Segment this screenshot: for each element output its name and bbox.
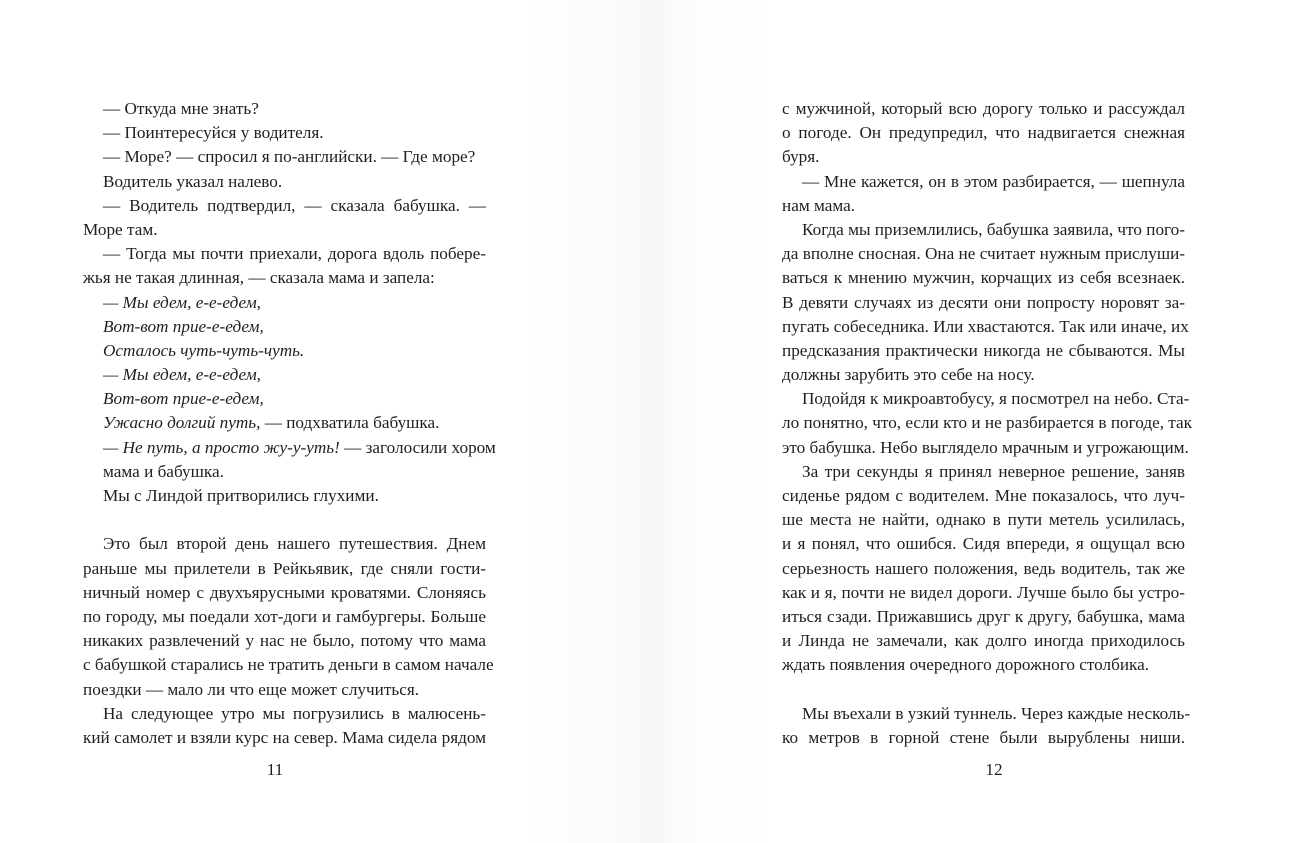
text-line: ло понятно, что, если кто и не разбирается в погоде, так — [782, 413, 1192, 433]
text-line: — Поинтересуйся у водителя. — [103, 123, 324, 143]
text-line: должны зарубить это себе на носу. — [782, 365, 1035, 385]
section-break — [782, 678, 1185, 702]
left-page-text — [83, 97, 496, 750]
text-line: В девяти случаях из десяти они попросту норовят за- — [782, 292, 1185, 312]
song-line: — Мы едем, е-е-едем, — [103, 365, 261, 385]
text-line: Водитель указал налево. — [103, 171, 283, 191]
song-fragment: Ужасно долгий путь, — [103, 413, 261, 433]
text-line: предсказания практически никогда не сбываются. Мы — [782, 340, 1185, 360]
text-line: жья не такая длинная, — сказала мама и запела: — [83, 268, 435, 288]
text-fragment: — заголосили хором — [339, 437, 496, 457]
text-line: За три секунды я принял неверное решение, заняв — [802, 461, 1185, 481]
page-number: 12 — [985, 760, 1003, 779]
text-line: по городу, мы поедали хот-доги и гамбургеры. Больше — [83, 606, 486, 626]
text-fragment: — подхватила бабушка. — [260, 413, 440, 433]
text-line: да вполне сносная. Она не считает нужным прислуши- — [782, 244, 1185, 264]
text-line: с бабушкой старались не тратить деньги в самом начале — [83, 655, 494, 675]
text-line: сиденье рядом с водителем. Мне показалось, что луч- — [782, 486, 1185, 505]
text-line: с мужчиной, который всю дорогу только и рассуждал — [782, 99, 1185, 118]
right-page — [648, 0, 1296, 843]
text-line: о погоде. Он предупредил, что надвигается снежная — [782, 123, 1185, 143]
text-line — [83, 436, 496, 460]
text-line: и я понял, что ошибся. Сидя впереди, я ощущал всю — [782, 534, 1185, 554]
song-line: — Мы едем, е-е-едем, — [103, 292, 261, 312]
text-line: ничный номер с двухъярусными кроватями. Слоняясь — [83, 582, 486, 602]
text-line: и Линда не замечали, как долго иногда приходилось — [782, 631, 1185, 651]
text-line: ваться к мнению мужчин, корчащих из себя всезнаек. — [782, 268, 1185, 288]
text-line: Это был второй день нашего путешествия. Днем — [103, 534, 486, 554]
song-fragment: — Не путь, а просто жу-у-уть! — [103, 437, 340, 457]
song-line: Осталось чуть-чуть-чуть. — [103, 340, 305, 360]
text-line: ждать появления очередного дорожного столбика. — [782, 655, 1150, 675]
text-line: — Тогда мы почти приехали, дорога вдоль побере- — [103, 244, 486, 264]
text-line: раньше мы прилетели в Рейкьявик, где сняли гости- — [83, 558, 486, 578]
text-line: это бабушка. Небо выглядело мрачным и угрожающим. — [782, 437, 1189, 457]
text-line: буря. — [782, 147, 820, 167]
text-line: иться сзади. Прижавшись друг к другу, бабушка, мама — [782, 606, 1185, 626]
text-line: Мы въехали в узкий туннель. Через каждые несколь- — [802, 703, 1191, 723]
text-line: — Море? — спросил я по-английски. — Где море? — [103, 147, 476, 167]
text-line: Подойдя к микроавтобусу, я посмотрел на небо. Ста- — [802, 389, 1190, 409]
text-line: ко метров в горной стене были вырублены ниши. — [782, 727, 1185, 747]
text-line: серьезность нашего положения, ведь водитель, так же — [782, 558, 1185, 578]
text-line: — Водитель подтвердил, — сказала бабушка. — — [103, 195, 486, 215]
text-line: поездки — мало ли что еще может случиться. — [83, 679, 420, 699]
right-page-text — [782, 97, 1192, 750]
text-line: Когда мы приземлились, бабушка заявила, что пого- — [802, 219, 1185, 239]
text-line — [83, 411, 486, 435]
text-line: Мы с Линдой притворились глухими. — [103, 486, 379, 505]
text-line: ше места не найти, однако в пути метель усилилась, — [782, 510, 1185, 530]
text-line: Море там. — [83, 219, 158, 239]
text-line: — Мне кажется, он в этом разбирается, — шепнула — [802, 171, 1185, 191]
text-line: кий самолет и взяли курс на север. Мама сидела рядом — [83, 727, 486, 747]
section-break — [83, 508, 486, 532]
text-line: На следующее утро мы погрузились в малюсень- — [103, 703, 486, 723]
text-line: мама и бабушка. — [103, 461, 224, 481]
text-line: никаких развлечений у нас не было, потому что мама — [83, 631, 486, 651]
song-line: Вот-вот прие-е-едем, — [103, 316, 264, 336]
text-line: пугать собеседника. Или хвастаются. Так или иначе, их — [782, 316, 1189, 336]
text-line: нам мама. — [782, 195, 856, 215]
page-number: 11 — [266, 760, 284, 779]
song-line: Вот-вот прие-е-едем, — [103, 389, 264, 409]
text-line: — Откуда мне знать? — [103, 99, 259, 118]
text-line: как и я, почти не видел дороги. Лучше было бы устро- — [782, 582, 1185, 602]
